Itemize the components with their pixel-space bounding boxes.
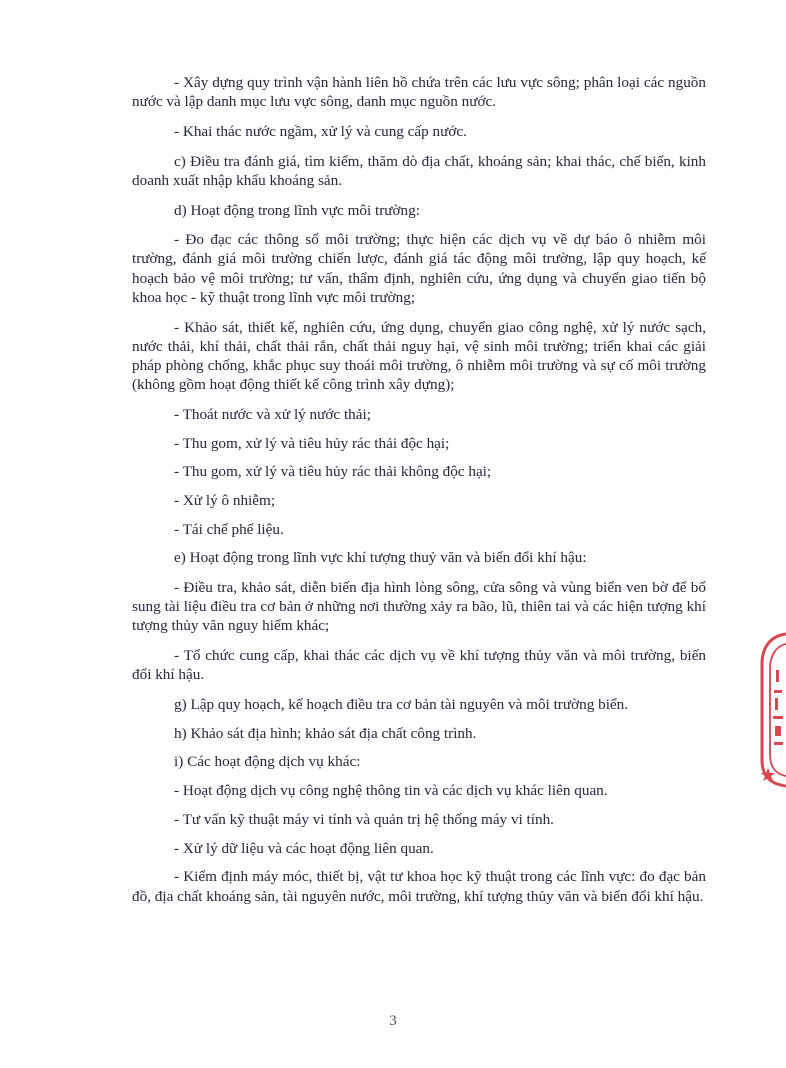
list-item: - Tư vấn kỹ thuật máy vi tính và quản trị hệ thống máy vi tính. — [174, 810, 554, 828]
list-item: - Hoạt động dịch vụ công nghệ thông tin và các dịch vụ khác liên quan. — [174, 782, 608, 800]
paragraph: - Điều tra, khảo sát, diễn biến địa hình lòng sông, cửa sông và vùng biển ven bờ để bổ sung tài liệu điều tra cơ bản ở những nơi thường xảy ra bão, lũ, thiên tai và các hiện tượng khí tượng thủy văn nguy hiểm khác; — [132, 579, 706, 635]
list-item: - Thoát nước và xử lý nước thải; — [174, 405, 371, 423]
section-heading: i) Các hoạt động dịch vụ khác: — [174, 753, 361, 771]
paragraph: - Kiểm định máy móc, thiết bị, vật tư khoa học kỹ thuật trong các lĩnh vực: đo đạc bản đồ, địa chất khoáng sản, tài nguyên nước, môi trường, khí tượng thủy văn và biến đổi khí hậu. — [132, 868, 706, 905]
document-body — [132, 73, 706, 916]
red-seal-stamp — [756, 630, 786, 790]
paragraph: - Tổ chức cung cấp, khai thác các dịch vụ về khí tượng thủy văn và môi trường, biến đổi khí hậu. — [132, 647, 706, 684]
list-item: - Xử lý ô nhiễm; — [174, 491, 276, 509]
paragraph: - Xây dựng quy trình vận hành liên hồ chứa trên các lưu vực sông; phân loại các nguồn nước và lập danh mục lưu vực sông, danh mục nguồn nước. — [132, 74, 706, 111]
paragraph: c) Điều tra đánh giá, tìm kiếm, thăm dò địa chất, khoáng sản; khai thác, chế biến, kinh doanh xuất nhập khẩu khoáng sản. — [132, 152, 706, 189]
list-item: - Thu gom, xử lý và tiêu hủy rác thải độc hại; — [174, 434, 450, 452]
section-heading: g) Lập quy hoạch, kế hoạch điều tra cơ bản tài nguyên và môi trường biển. — [174, 696, 629, 714]
section-heading: h) Khảo sát địa hình; khảo sát địa chất công trình. — [174, 724, 477, 742]
paragraph: - Khảo sát, thiết kế, nghiên cứu, ứng dụng, chuyển giao công nghệ, xử lý nước sạch, nước thải, khí thải, chất thải rắn, chất thải nguy hại, vệ sinh môi trường; triển khai các giải pháp phòng chống, khắc phục suy thoái môi trường, ô nhiễm môi trường và sự cố môi trường (không gồm hoạt động thiết kế công trình xây dựng); — [132, 318, 706, 394]
list-item: - Xử lý dữ liệu và các hoạt động liên quan. — [174, 839, 434, 857]
paragraph: - Đo đạc các thông số môi trường; thực hiện các dịch vụ về dự báo ô nhiễm môi trường, đánh giá môi trường chiến lược, đánh giá tác động môi trường, lập quy hoạch, kế hoạch bảo vệ môi trường; tư vấn, thẩm định, nghiên cứu, ứng dụng và chuyển giao tiến bộ khoa học - kỹ thuật trong lĩnh vực môi trường; — [132, 231, 706, 306]
list-item: - Tái chế phế liệu. — [174, 520, 284, 538]
section-heading: e) Hoạt động trong lĩnh vực khí tượng thuỷ văn và biến đổi khí hậu: — [174, 549, 587, 567]
page-number: 3 — [389, 1013, 397, 1029]
section-heading: d) Hoạt động trong lĩnh vực môi trường: — [174, 201, 420, 219]
list-item: - Thu gom, xử lý và tiêu hủy rác thải không độc hại; — [174, 463, 492, 481]
paragraph: - Khai thác nước ngầm, xử lý và cung cấp nước. — [174, 122, 467, 140]
